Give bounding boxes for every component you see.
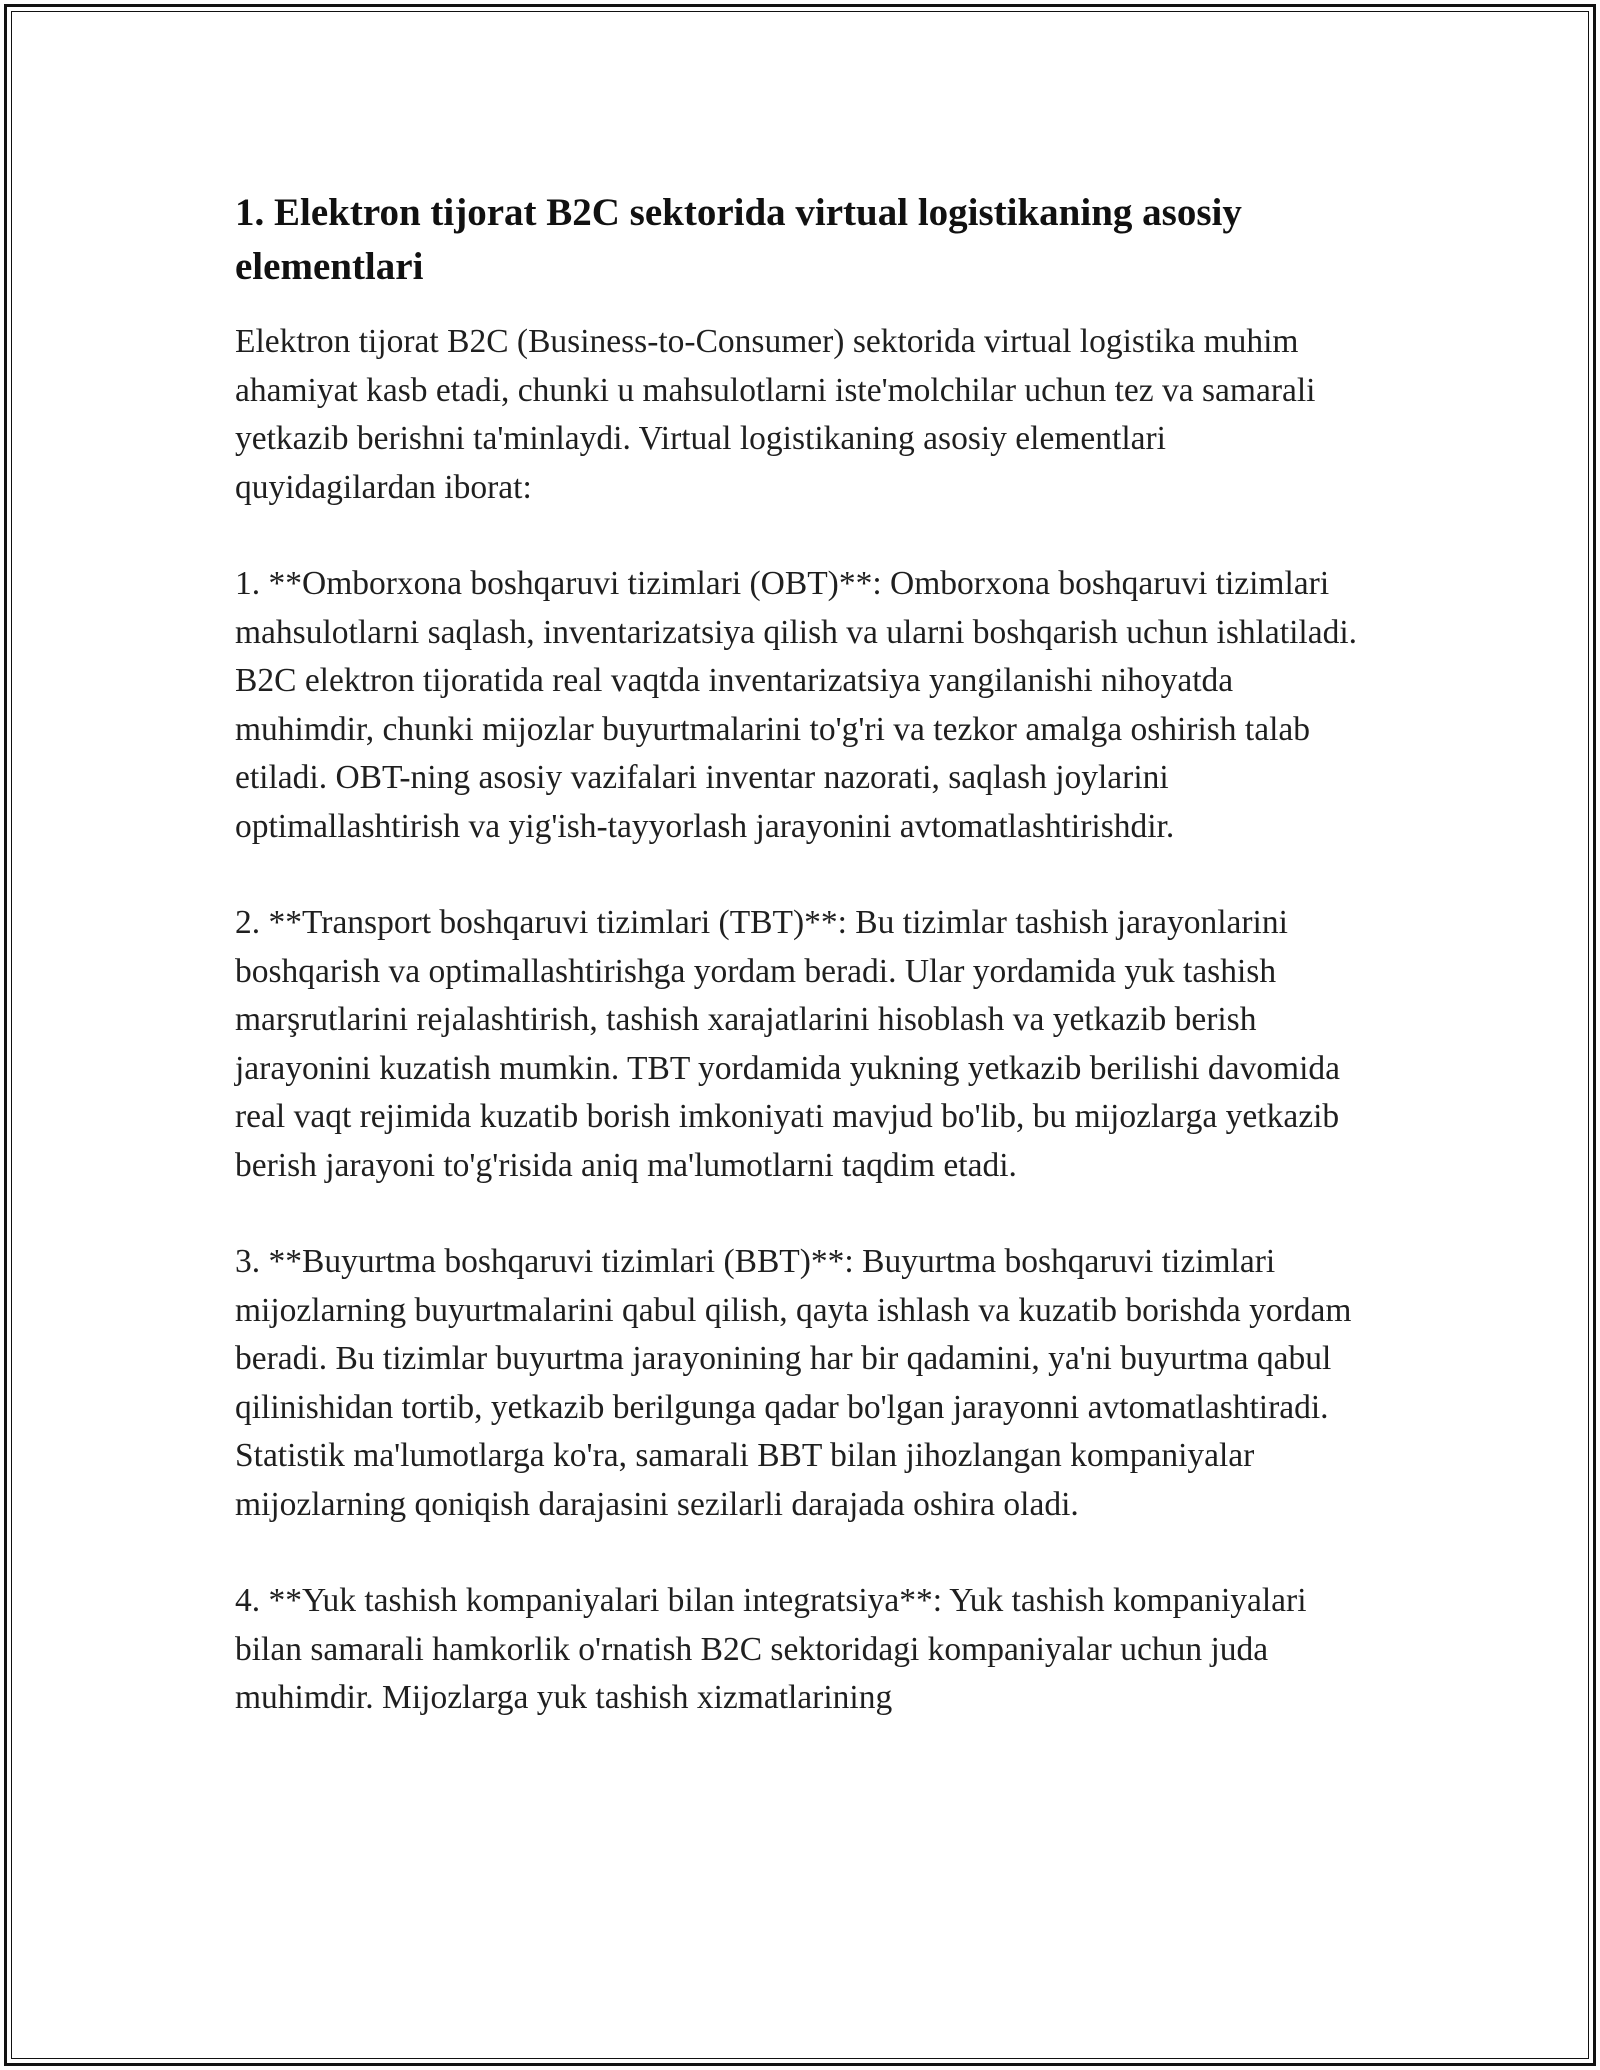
intro-paragraph: Elektron tijorat B2C (Business-to-Consumer) sektorida virtual logistika muhim ahamiyat kasb etadi, chunki u mahsulotlarni iste'molchilar uchun tez va samarali yetkazib berishni ta'minlaydi. Virtual logistikaning asosiy elementlari quyidagilardan iborat: — [235, 323, 1316, 506]
paragraph-integration: 4. **Yuk tashish kompaniyalari bilan integratsiya**: Yuk tashish kompaniyalari bilan samarali hamkorlik o'rnatish B2C sektoridagi kompaniyalar uchun juda muhimdir. Mijozlarga yuk tashish xizmatlarining — [235, 1582, 1307, 1716]
section-heading: 1. Elektron tijorat B2C sektorida virtual logistikaning asosiy elementlari — [235, 191, 1242, 288]
paragraph-bbt: 3. **Buyurtma boshqaruvi tizimlari (BBT)**: Buyurtma boshqaruvi tizimlari mijozlarning buyurtmalarini qabul qilish, qayta ishlash va kuzatib borishda yordam beradi. Bu tizimlar buyurtma jarayonining har bir qadamini, ya'ni buyurtma qabul qilinishidan tortib, yetkazib berilgunga qadar bo'lgan jarayonni avtomatlashtiradi. Statistik ma'lumotlarga ko'ra, samarali BBT bilan jihozlangan kompaniyalar mijozlarning qoniqish darajasini sezilarli darajada oshira oladi. — [235, 1243, 1352, 1523]
paragraph-obt: 1. **Omborxona boshqaruvi tizimlari (OBT)**: Omborxona boshqaruvi tizimlari mahsulotlarni saqlash, inventarizatsiya qilish va ularni boshqarish uchun ishlatiladi. B2C elektron tijoratida real vaqtda inventarizatsiya yangilanishi nihoyatda muhimdir, chunki mijozlar buyurtmalarini to'g'ri va tezkor amalga oshirish talab etiladi. OBT-ning asosiy vazifalari inventar nazorati, saqlash joylarini optimallashtirish va yig'ish-tayyorlash jarayonini avtomatlashtirishdir. — [235, 565, 1358, 845]
paragraph-tbt: 2. **Transport boshqaruvi tizimlari (TBT)**: Bu tizimlar tashish jarayonlarini boshqarish va optimallashtirishga yordam beradi. Ular yordamida yuk tashish marşrutlarini rejalashtirish, tashish xarajatlarini hisoblash va yetkazib berish jarayonini kuzatish mumkin. TBT yordamida yukning yetkazib berilishi davomida real vaqt rejimida kuzatib borish imkoniyati mavjud bo'lib, bu mijozlarga yetkazib berish jarayoni to'g'risida aniq ma'lumotlarni taqdim etadi. — [235, 904, 1340, 1184]
document-body — [235, 186, 1365, 1771]
